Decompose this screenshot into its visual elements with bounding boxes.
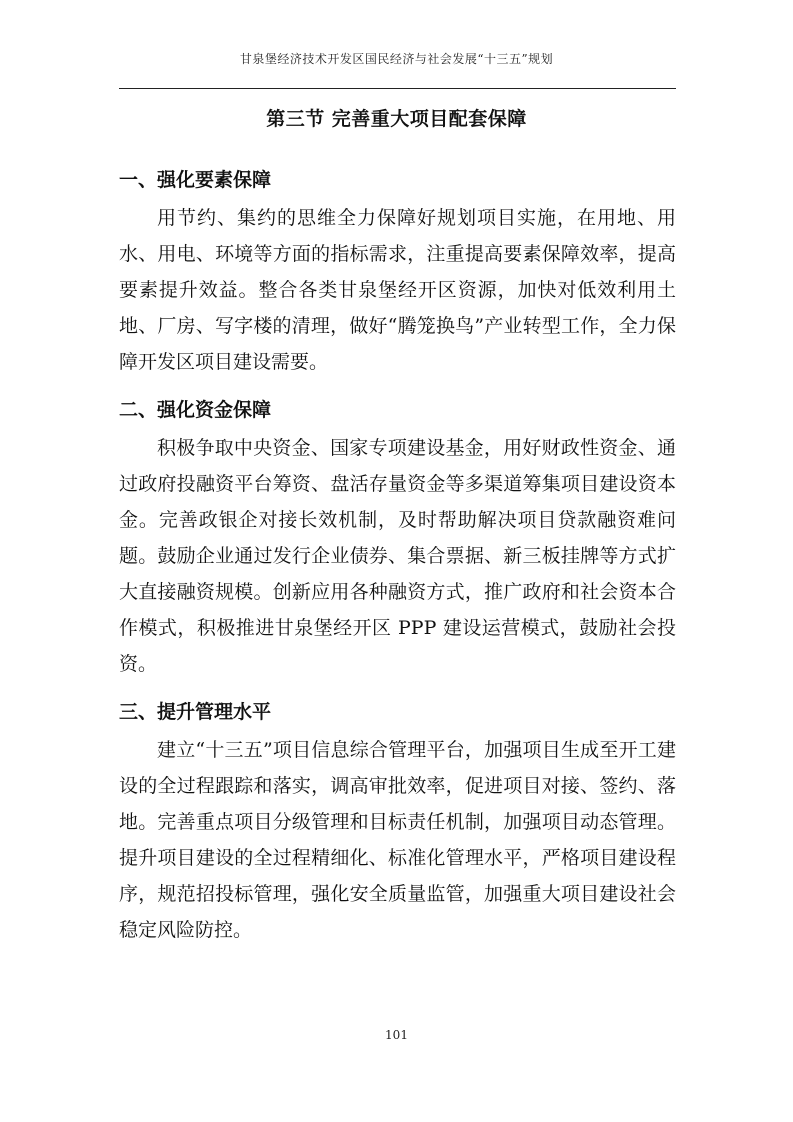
subsection-management-level bbox=[119, 692, 676, 948]
page-number: 101 bbox=[385, 1028, 408, 1042]
subsection-paragraph: 用节约、集约的思维全力保障好规划项目实施，在用地、用水、用电、环境等方面的指标需求，注重提高要素保障效率，提高要素提升效益。整合各类甘泉堡经开区资源，加快对低效利用土地、厂房、写字楼的清理，做好“腾笼换鸟”产业转型工作，全力保障开发区项目建设需要。 bbox=[119, 207, 676, 373]
running-header: 甘泉堡经济技术开发区国民经济与社会发展“十三五”规划 bbox=[239, 52, 554, 66]
subsection-heading: 一、强化要素保障 bbox=[119, 169, 272, 191]
subsection-factor-guarantee bbox=[119, 160, 676, 380]
subsection-heading: 三、提升管理水平 bbox=[119, 701, 272, 723]
subsection-heading: 二、强化资金保障 bbox=[119, 399, 272, 421]
section-title: 第三节 完善重大项目配套保障 bbox=[266, 108, 527, 130]
document-body bbox=[119, 160, 676, 958]
subsection-paragraph: 建立“十三五”项目信息综合管理平台，加强项目生成至开工建设的全过程跟踪和落实，调高审批效率，促进项目对接、签约、落地。完善重点项目分级管理和目标责任机制，加强项目动态管理。提升项目建设的全过程精细化、标准化管理水平，严格项目建设程序，规范招投标管理，强化安全质量监管，加强重大项目建设社会稳定风险防控。 bbox=[119, 739, 676, 941]
subsection-paragraph: 积极争取中央资金、国家专项建设基金，用好财政性资金、通过政府投融资平台筹资、盘活存量资金等多渠道筹集项目建设资本金。完善政银企对接长效机制，及时帮助解决项目贷款融资难问题。鼓励企业通过发行企业债券、集合票据、新三板挂牌等方式扩大直接融资规模。创新应用各种融资方式，推广政府和社会资本合作模式，积极推进甘泉堡经开区 PPP 建设运营模式，鼓励社会投资。 bbox=[119, 437, 676, 675]
header-divider bbox=[119, 88, 676, 89]
subsection-funding-guarantee bbox=[119, 390, 676, 682]
